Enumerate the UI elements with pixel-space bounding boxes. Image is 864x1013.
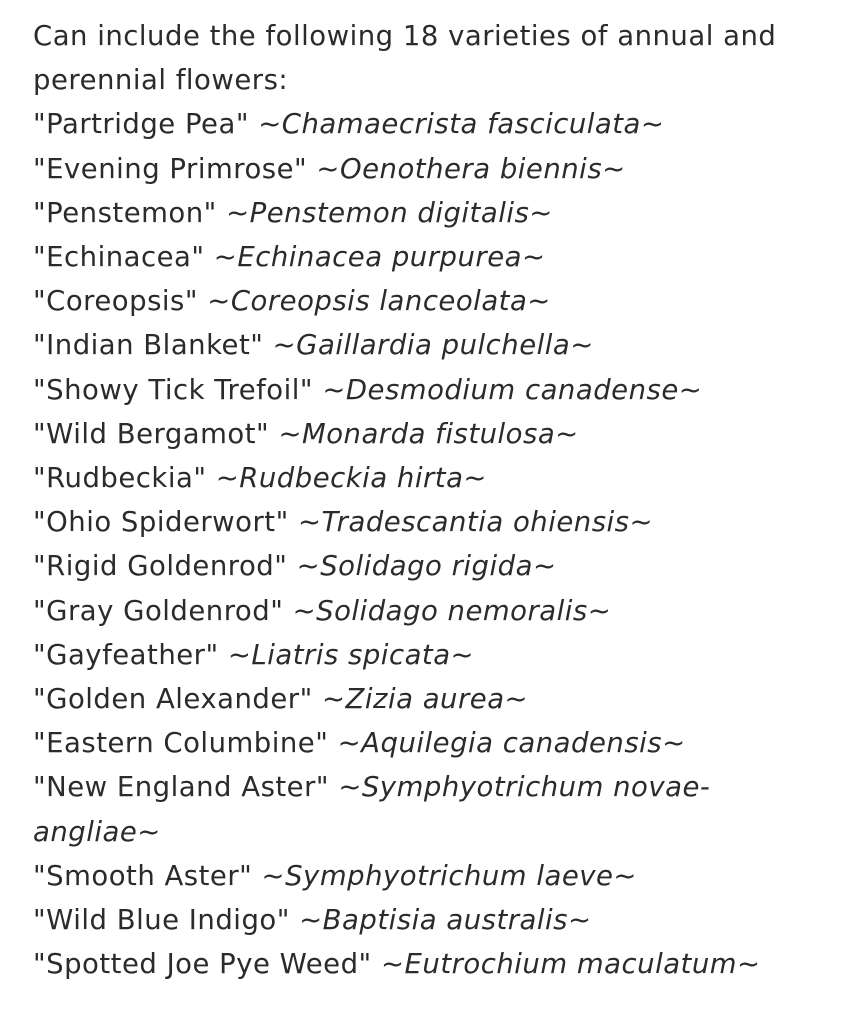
scientific-name: ~Eutrochium maculatum~ (380, 948, 761, 981)
common-name: "Smooth Aster" (33, 859, 253, 892)
common-name: "Golden Alexander" (33, 683, 313, 716)
scientific-name: ~Zizia aurea~ (322, 683, 529, 716)
scientific-name: ~Gaillardia pulchella~ (272, 329, 594, 362)
common-name: "Spotted Joe Pye Weed" (33, 948, 372, 981)
scientific-name: ~Penstemon digitalis~ (226, 196, 553, 229)
scientific-name: ~Echinacea purpurea~ (213, 241, 546, 274)
flower-item (33, 500, 833, 544)
flower-item (33, 368, 833, 412)
scientific-name: ~Chamaecrista fasciculata~ (258, 108, 665, 141)
flower-item (33, 677, 833, 721)
flower-item (33, 942, 833, 986)
flower-item (33, 898, 833, 942)
common-name: "Rigid Goldenrod" (33, 550, 288, 583)
common-name: "Echinacea" (33, 241, 205, 274)
intro-line-1: Can include the following 18 varieties of annual and (33, 20, 777, 52)
common-name: "Rudbeckia" (33, 462, 207, 495)
scientific-name: ~Solidago rigida~ (296, 550, 557, 583)
flower-item (33, 589, 833, 633)
scientific-name: ~Coreopsis lanceolata~ (207, 285, 551, 318)
scientific-name: ~Symphyotrichum novae- (338, 771, 711, 804)
common-name: "Wild Blue Indigo" (33, 904, 290, 937)
flower-item (33, 456, 833, 500)
common-name: "Wild Bergamot" (33, 417, 270, 450)
flower-item (33, 102, 833, 146)
common-name: "Eastern Columbine" (33, 727, 329, 760)
flower-item (33, 721, 833, 765)
scientific-name: ~Aquilegia canadensis~ (337, 727, 686, 760)
flower-item (33, 147, 833, 191)
common-name: "Indian Blanket" (33, 329, 264, 362)
scientific-name: ~Liatris spicata~ (227, 638, 475, 671)
common-name: "Evening Primrose" (33, 152, 308, 185)
scientific-name: ~Rudbeckia hirta~ (215, 462, 487, 495)
scientific-name: ~Solidago nemoralis~ (292, 594, 612, 627)
common-name: "Ohio Spiderwort" (33, 506, 289, 539)
common-name: "New England Aster" (33, 771, 330, 804)
flower-item (33, 235, 833, 279)
flower-list-text (33, 14, 833, 986)
common-name: "Gayfeather" (33, 638, 219, 671)
scientific-name: ~Symphyotrichum laeve~ (261, 859, 637, 892)
flower-item (33, 323, 833, 367)
scientific-name: ~Desmodium canadense~ (322, 373, 703, 406)
common-name: "Gray Goldenrod" (33, 594, 284, 627)
flower-item (33, 633, 833, 677)
intro-line-2: perennial flowers: (33, 64, 289, 97)
flower-item (33, 279, 833, 323)
common-name: "Partridge Pea" (33, 108, 249, 141)
scientific-name: ~Tradescantia ohiensis~ (297, 506, 654, 539)
scientific-name: ~Baptisia australis~ (299, 904, 592, 937)
flower-item (33, 544, 833, 588)
common-name: "Coreopsis" (33, 285, 199, 318)
flower-item (33, 854, 833, 898)
flower-item (33, 765, 833, 809)
common-name: "Penstemon" (33, 196, 217, 229)
common-name: "Showy Tick Trefoil" (33, 373, 314, 406)
flower-item (33, 191, 833, 235)
scientific-name: ~Monarda fistulosa~ (278, 417, 579, 450)
scientific-name-continued: angliae~ (33, 815, 161, 848)
flower-item (33, 412, 833, 456)
scientific-name: ~Oenothera biennis~ (316, 152, 626, 185)
